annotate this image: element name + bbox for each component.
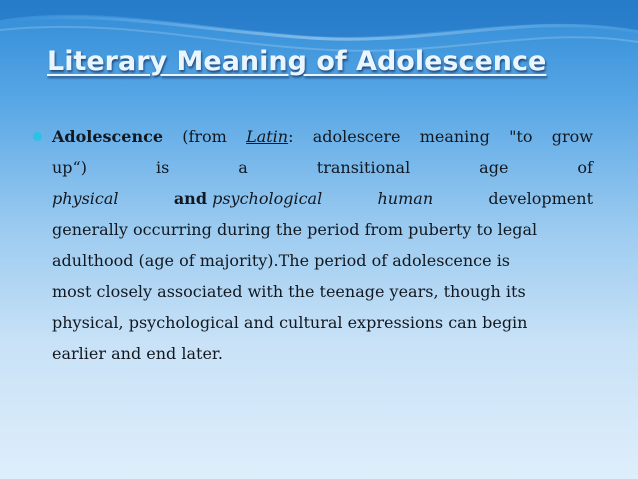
word: a [238, 158, 248, 177]
latin-phrase [246, 121, 293, 152]
word: adolescere [312, 127, 401, 146]
and-psychological [174, 183, 322, 214]
word-physical: physical [52, 189, 119, 208]
word: up“) [52, 158, 87, 177]
word: development [488, 189, 593, 208]
text-line-3 [52, 183, 593, 214]
latin-link: Latin [246, 127, 289, 146]
word: age [479, 158, 509, 177]
word: : [288, 127, 294, 146]
text-line-8: earlier and end later. [52, 344, 223, 363]
text-line-4: generally occurring during the period from puberty to legal [52, 220, 538, 239]
term-adolescence: Adolescence [52, 127, 164, 146]
word-human: human [377, 189, 434, 208]
word: "to [509, 127, 533, 146]
word-psychological: psychological [212, 189, 323, 208]
text-line-2 [52, 152, 593, 183]
bullet-dot-icon [33, 132, 42, 141]
text-line-1 [52, 121, 593, 152]
text-line-7: physical, psychological and cultural expressions can begin [52, 313, 528, 332]
word: meaning [419, 127, 490, 146]
word: of [577, 158, 593, 177]
paragraph [52, 121, 593, 369]
word-and: and [173, 189, 207, 208]
text-line-5: adulthood (age of majority).The period of adolescence is [52, 251, 511, 270]
word: transitional [316, 158, 411, 177]
word: is [155, 158, 170, 177]
word: (from [182, 127, 227, 146]
slide-title: Literary Meaning of Adolescence [47, 46, 547, 77]
word: grow [551, 127, 593, 146]
text-line-6: most closely associated with the teenage years, though its [52, 282, 526, 301]
